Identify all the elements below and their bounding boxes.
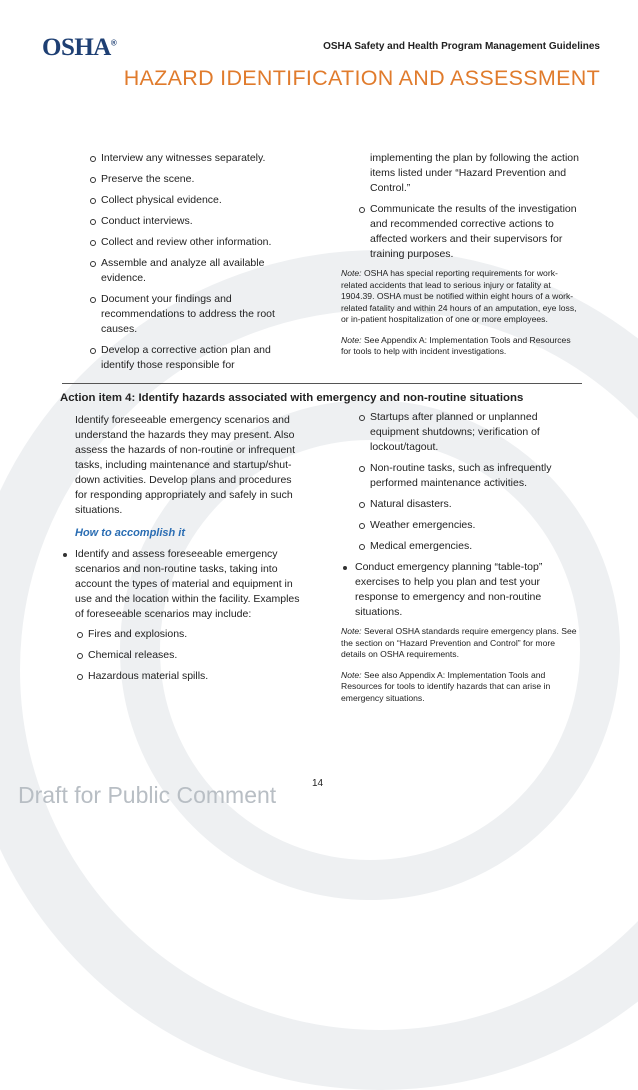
- list-item: Develop a corrective action plan and identify those responsible for: [88, 343, 293, 373]
- list-item: Startups after planned or unplanned equipment shutdowns; verification of lockout/tagout.: [357, 410, 581, 455]
- scenario-list-continued: [341, 410, 581, 554]
- document-title: OSHA Safety and Health Program Management Guidelines: [323, 41, 600, 52]
- note-appendix: Note: See Appendix A: Implementation Tools and Resources for tools to help with incident investigations.: [341, 334, 571, 356]
- list-item: Communicate the results of the investigation and recommended corrective actions to affected workers and their supervisors for training purposes.: [357, 202, 581, 262]
- list-item: Preserve the scene.: [88, 172, 293, 187]
- top-right-column: [341, 151, 581, 358]
- how-to-list: [61, 547, 303, 684]
- action-item-4-title: Action item 4: Identify hazards associated with emergency and non-routine situations: [60, 392, 524, 404]
- page-title: HAZARD IDENTIFICATION AND ASSESSMENT: [123, 66, 600, 90]
- draft-watermark: Draft for Public Comment: [18, 782, 277, 808]
- top-left-column: [88, 151, 293, 379]
- how-to-heading: How to accomplish it: [75, 527, 186, 539]
- list-item: Collect and review other information.: [88, 235, 293, 250]
- page-number: 14: [312, 778, 324, 789]
- continuation-text: implementing the plan by following the action items listed under “Hazard Prevention and Control.”: [370, 152, 579, 194]
- investigation-steps-list: [88, 151, 293, 373]
- note-appendix-emergency: Note: See also Appendix A: Implementation Tools and Resources for tools to identify hazards that can arise in emergency situations.: [341, 669, 551, 703]
- investigation-steps-list-continued: [341, 202, 581, 262]
- list-item: Chemical releases.: [75, 648, 303, 663]
- list-item: Natural disasters.: [357, 497, 581, 512]
- list-item: Fires and explosions.: [75, 627, 303, 642]
- how-to-list-continued: [341, 560, 581, 620]
- action-left-column: [75, 413, 303, 690]
- list-item: Hazardous material spills.: [75, 669, 303, 684]
- list-item: Weather emergencies.: [357, 518, 581, 533]
- list-item: Medical emergencies.: [357, 539, 581, 554]
- list-item: Conduct interviews.: [88, 214, 293, 229]
- note-reporting: Note: OSHA has special reporting requirements for work-related accidents that lead to serious injury or fatality at 1904.39. OSHA must be notified within eight hours of a work-related fatality and within 24 hours of an amputation, eye loss, or in-patient hospitalization of one or more employees.: [341, 268, 577, 324]
- list-item: Collect physical evidence.: [88, 193, 293, 208]
- scenario-list: [75, 627, 303, 684]
- list-item: Document your findings and recommendations to address the root causes.: [88, 292, 293, 337]
- list-item: Conduct emergency planning “table-top” exercises to help you plan and test your response to emergency and non-routine situations.: [341, 560, 581, 620]
- section-divider: [62, 383, 582, 384]
- list-item: Identify and assess foreseeable emergency scenarios and non-routine tasks, taking into account the types of material and equipment in use and the location within the facility. Examples of foreseeable scenarios may include: Fires and explosions. Chemical releases. Hazardous material spills.: [61, 547, 303, 684]
- action-intro: Identify foreseeable emergency scenarios and understand the hazards they may present. Also assess the hazards of non-routine or infrequent tasks, including maintenance and startup/shut-down activities. Develop plans and procedures for responding appropriately and safely in such situations.: [75, 414, 296, 516]
- note-emergency-plans: Note: Several OSHA standards require emergency plans. See the section on “Hazard Prevention and Control” for more details on OSHA requirements.: [341, 626, 577, 659]
- list-item: Interview any witnesses separately.: [88, 151, 293, 166]
- action-right-column: [341, 410, 581, 704]
- list-item: Assemble and analyze all available evidence.: [88, 256, 293, 286]
- osha-logo: OSHA®: [42, 34, 117, 61]
- list-item: Non-routine tasks, such as infrequently performed maintenance activities.: [357, 461, 581, 491]
